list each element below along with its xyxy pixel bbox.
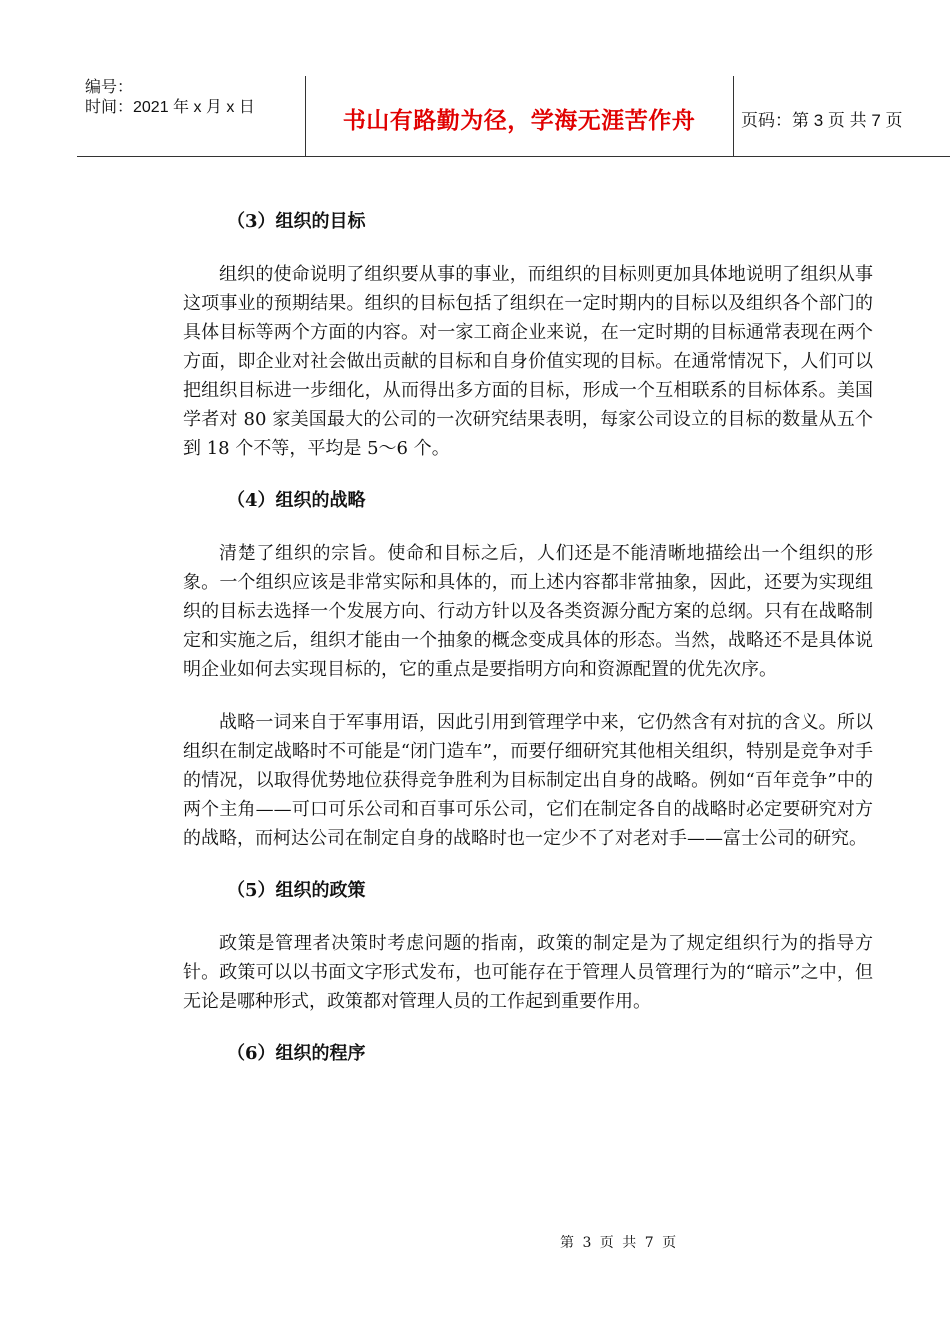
page-header bbox=[77, 76, 950, 157]
document-time-label: 时间：2021 年 x 月 x 日 bbox=[85, 99, 255, 116]
document-body bbox=[183, 200, 873, 1068]
document-number-label: 编号： bbox=[85, 79, 134, 96]
paragraph-strategy-2: 战略一词来自于军事用语，因此引用到管理学中来，它仍然含有对抗的含义。所以组织在制定战略时不可能是“闭门造车”，而要仔细研究其他相关组织，特别是竞争对手的情况，以取得优势地位获得竞争胜利为目标制定出自身的战略。例如“百年竞争”中的两个主角——可口可乐公司和百事可乐公司，它们在制定各自的战略时必定要研究对方的战略，而柯达公司在制定自身的战略时也一定少不了对老对手——富士公司的研究。 bbox=[183, 712, 873, 849]
header-meta bbox=[85, 78, 255, 118]
section-heading-policy: （5）组织的政策 bbox=[227, 880, 366, 901]
section-heading-goals: （3）组织的目标 bbox=[227, 211, 366, 232]
paragraph-strategy-1: 清楚了组织的宗旨。使命和目标之后，人们还是不能清晰地描绘出一个组织的形象。一个组织应该是非常实际和具体的，而上述内容都非常抽象，因此，还要为实现组织的目标去选择一个发展方向、行动方针以及各类资源分配方案的总纲。只有在战略制定和实施之后，组织才能由一个抽象的概念变成具体的形态。当然，战略还不是具体说明企业如何去实现目标的，它的重点是要指明方向和资源配置的优先次序。 bbox=[183, 543, 873, 680]
header-page-info: 页码：第 3 页 共 7 页 bbox=[741, 111, 903, 130]
section-heading-procedure: （6）组织的程序 bbox=[227, 1043, 366, 1064]
header-divider-right bbox=[733, 76, 734, 156]
paragraph-policy: 政策是管理者决策时考虑问题的指南，政策的制定是为了规定组织行为的指导方针。政策可以以书面文字形式发布，也可能存在于管理人员管理行为的“暗示”之中，但无论是哪种形式，政策都对管理人员的工作起到重要作用。 bbox=[183, 933, 873, 1012]
header-motto: 书山有路勤为径，学海无涯苦作舟 bbox=[342, 108, 696, 134]
page-footer: 第 3 页 共 7 页 bbox=[560, 1235, 679, 1251]
section-heading-strategy: （4）组织的战略 bbox=[227, 490, 366, 511]
paragraph-goals: 组织的使命说明了组织要从事的事业，而组织的目标则更加具体地说明了组织从事这项事业的预期结果。组织的目标包括了组织在一定时期内的目标以及组织各个部门的具体目标等两个方面的内容。对一家工商企业来说，在一定时期的目标通常表现在两个方面，即企业对社会做出贡献的目标和自身价值实现的目标。在通常情况下，人们可以把组织目标进一步细化，从而得出多方面的目标，形成一个互相联系的目标体系。美国学者对 80 家美国最大的公司的一次研究结果表明，每家公司设立的目标的数量从五个到 18 个不等，平均是 5～6 个。 bbox=[183, 264, 873, 459]
